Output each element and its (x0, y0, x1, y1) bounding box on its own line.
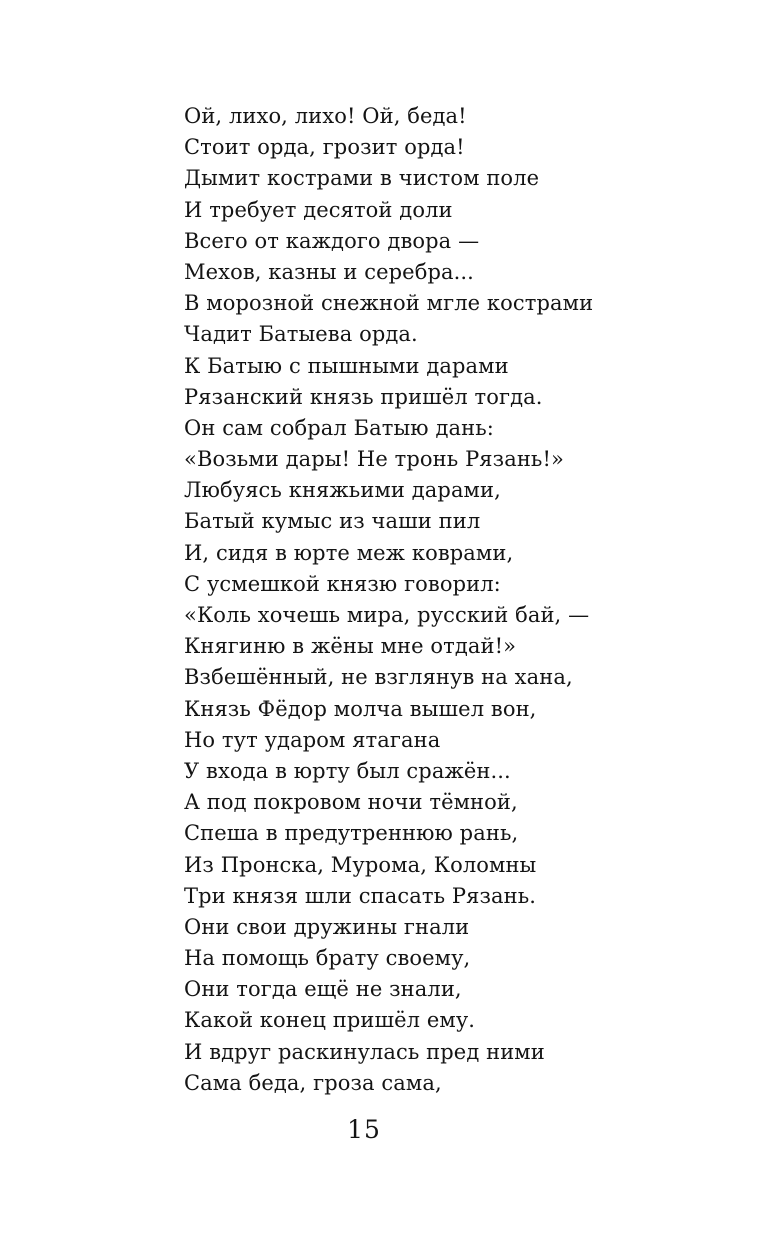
poem-line: Из Пронска, Мурома, Коломны (184, 852, 537, 877)
poem-line: К Батыю с пышными дарами (184, 353, 509, 378)
poem-line: На помощь брату своему, (184, 946, 471, 971)
poem-line: Любуясь княжьими дарами, (184, 478, 501, 503)
poem-line: Взбешённый, не взглянув на хана, (184, 665, 573, 690)
poem-line: «Коль хочешь мира, русский бай, — (184, 603, 590, 627)
poem-line: Ой, лихо, лихо! Ой, беда! (184, 104, 467, 128)
poem-line: Мехов, казны и серебра... (184, 259, 474, 284)
poem-line: Рязанский князь пришёл тогда. (184, 384, 543, 409)
poem-line: Сама беда, гроза сама, (184, 1070, 442, 1095)
poem-line: С усмешкой князю говорил: (184, 571, 501, 596)
poem-line: Дымит кострами в чистом поле (184, 166, 540, 191)
poem-line: Они тогда ещё не знали, (184, 977, 462, 1002)
poem-line: Батый кумыс из чаши пил (184, 509, 481, 534)
page-number: 15 (347, 1115, 381, 1144)
poem-text (184, 101, 593, 1099)
poem-line: Княгиню в жёны мне отдай!» (184, 634, 517, 659)
poem-line: Они свои дружины гнали (184, 914, 470, 939)
poem-line: А под покровом ночи тёмной, (184, 790, 518, 815)
poem-line: Всего от каждого двора — (184, 228, 480, 253)
poem-line: «Возьми дары! Не тронь Рязань!» (184, 447, 564, 472)
poem-line: У входа в юрту был сражён... (184, 758, 511, 783)
poem-line: Он сам собрал Батыю дань: (184, 415, 494, 440)
poem-line: Чадит Батыева орда. (184, 322, 418, 347)
poem-line: И требует десятой доли (184, 197, 453, 222)
poem-line: Но тут ударом ятагана (184, 727, 441, 752)
poem-line: Какой конец пришёл ему. (184, 1008, 476, 1033)
poem-line: Три князя шли спасать Рязань. (184, 883, 537, 908)
poem-line: И, сидя в юрте меж коврами, (184, 540, 514, 565)
poem-line: Князь Фёдор молча вышел вон, (184, 696, 537, 721)
poem-line: И вдруг раскинулась пред ними (184, 1039, 545, 1064)
poem-line: Стоит орда, грозит орда! (184, 135, 465, 160)
poem-line: В морозной снежной мгле кострами (184, 291, 594, 316)
poem-line: Спеша в предутреннюю рань, (184, 821, 519, 846)
